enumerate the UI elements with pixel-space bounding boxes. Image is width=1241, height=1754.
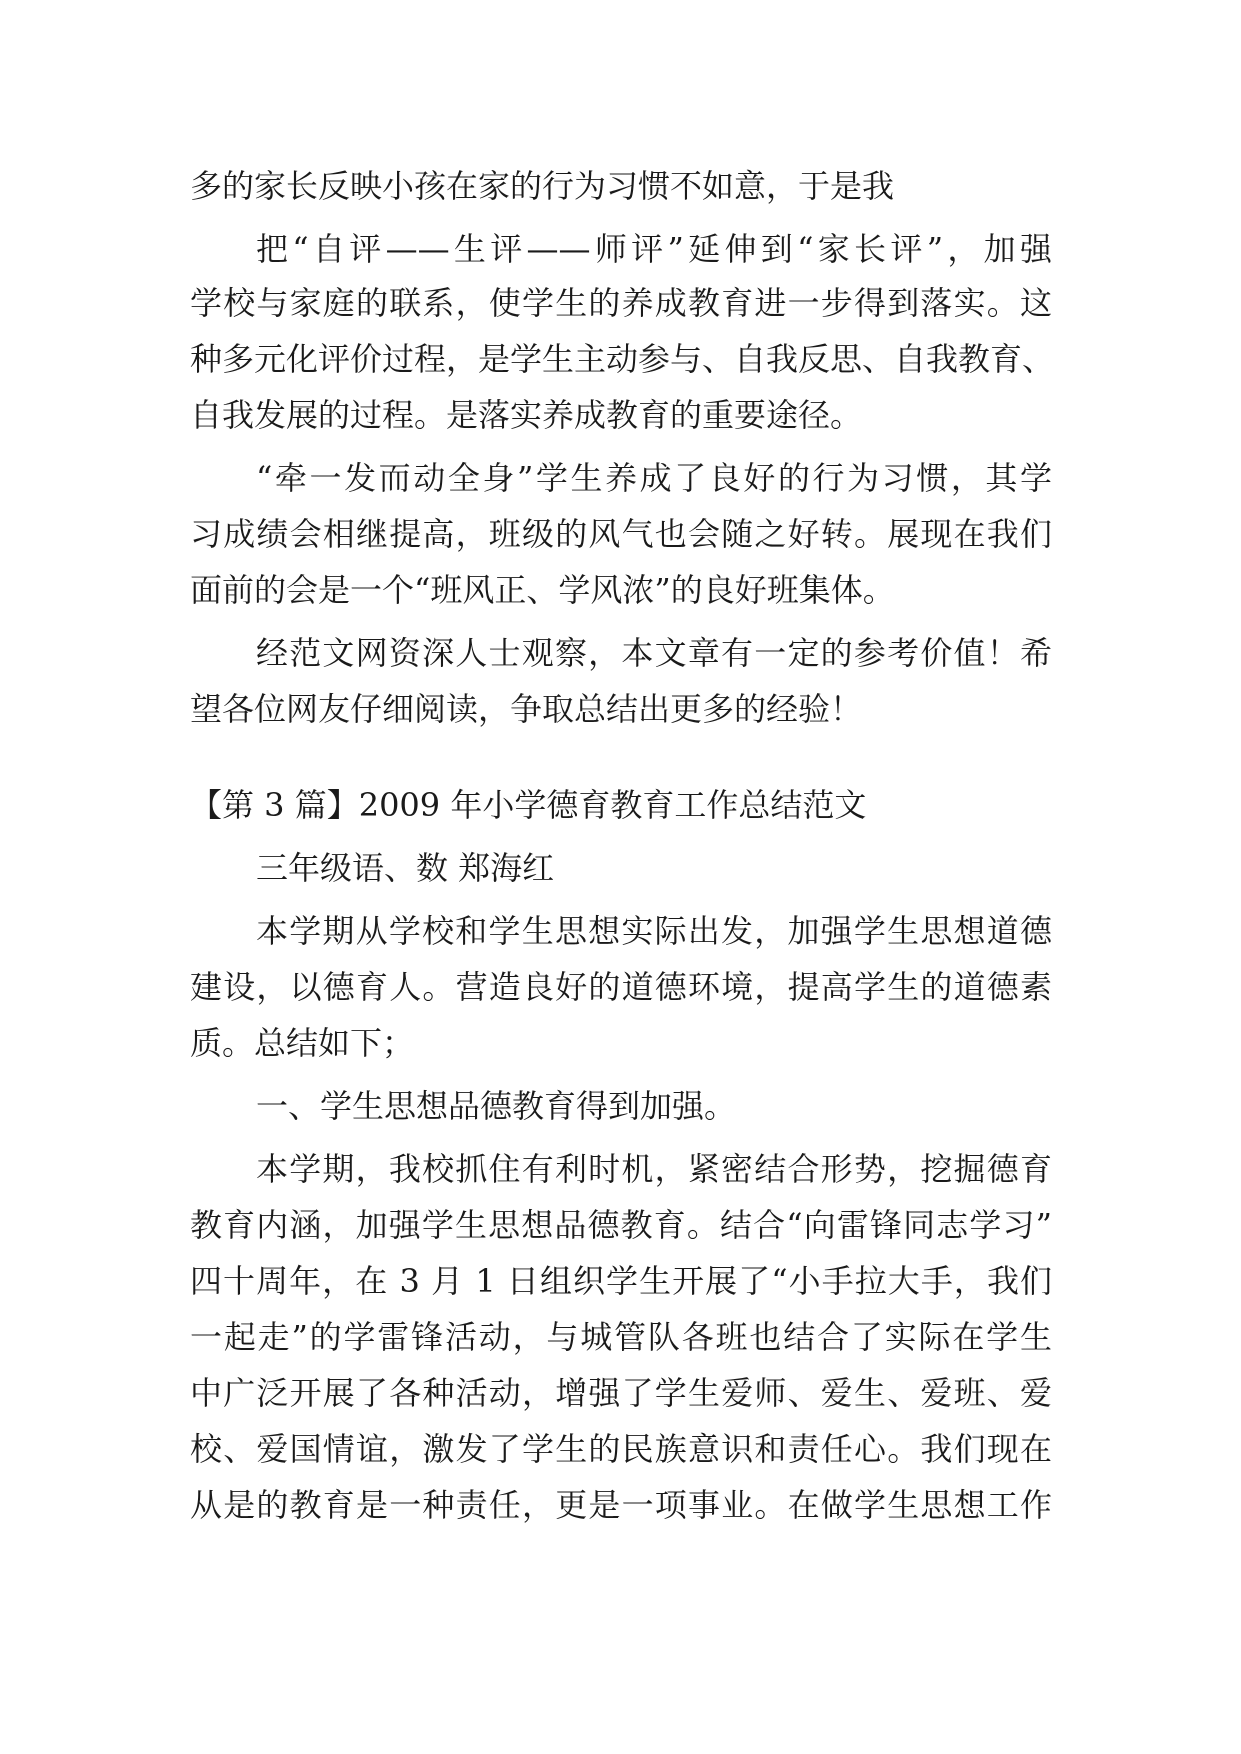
paragraph-intro-line-3: 质。总结如下； xyxy=(190,1024,415,1062)
paragraph-moral-education-line-2: 教育内涵，加强学生思想品德教育。结合“向雷锋同志学习” xyxy=(190,1206,1052,1244)
paragraph-moral-education-line-1: 本学期，我校抓住有利时机，紧密结合形势，挖掘德育 xyxy=(256,1150,1052,1188)
paragraph-moral-education-line-7: 从是的教育是一种责任，更是一项事业。在做学生思想工作 xyxy=(190,1486,1052,1524)
paragraph-site-note-line-1: 经范文网资深人士观察，本文章有一定的参考价值！希 xyxy=(256,634,1052,672)
paragraph-parent-evaluation-line-1: 把“自评——生评——师评”延伸到“家长评”，加强 xyxy=(256,230,1052,268)
paragraph-good-habits-line-2: 习成绩会相继提高，班级的风气也会随之好转。展现在我们 xyxy=(190,515,1052,553)
section-heading-1: 一、学生思想品德教育得到加强。 xyxy=(256,1087,737,1125)
paragraph-intro-line-1: 本学期从学校和学生思想实际出发，加强学生思想道德 xyxy=(256,912,1052,950)
paragraph-parent-evaluation-line-2: 学校与家庭的联系，使学生的养成教育进一步得到落实。这 xyxy=(190,284,1052,322)
paragraph-moral-education-line-6: 校、爱国情谊，激发了学生的民族意识和责任心。我们现在 xyxy=(190,1430,1052,1468)
paragraph-parent-evaluation-line-3: 种多元化评价过程，是学生主动参与、自我反思、自我教育、 xyxy=(190,340,1055,378)
paragraph-moral-education-line-5: 中广泛开展了各种活动，增强了学生爱师、爱生、爱班、爱 xyxy=(190,1374,1052,1412)
text-line-continuation: 多的家长反映小孩在家的行为习惯不如意，于是我 xyxy=(190,167,895,205)
paragraph-moral-education-line-3: 四十周年，在 3 月 1 日组织学生开展了“小手拉大手，我们 xyxy=(190,1262,1052,1300)
paragraph-parent-evaluation-line-4: 自我发展的过程。是落实养成教育的重要途径。 xyxy=(190,396,863,434)
paragraph-good-habits-line-1: “牵一发而动全身”学生养成了良好的行为习惯，其学 xyxy=(256,459,1052,497)
paragraph-intro-line-2: 建设，以德育人。营造良好的道德环境，提高学生的道德素 xyxy=(190,968,1052,1006)
article-author: 三年级语、数 郑海红 xyxy=(256,849,555,887)
paragraph-moral-education-line-4: 一起走”的学雷锋活动，与城管队各班也结合了实际在学生 xyxy=(190,1318,1052,1356)
paragraph-site-note-line-2: 望各位网友仔细阅读，争取总结出更多的经验！ xyxy=(190,690,863,728)
paragraph-good-habits-line-3: 面前的会是一个“班风正、学风浓”的良好班集体。 xyxy=(190,571,895,609)
article-heading: 【第 3 篇】2009 年小学德育教育工作总结范文 xyxy=(190,786,867,824)
